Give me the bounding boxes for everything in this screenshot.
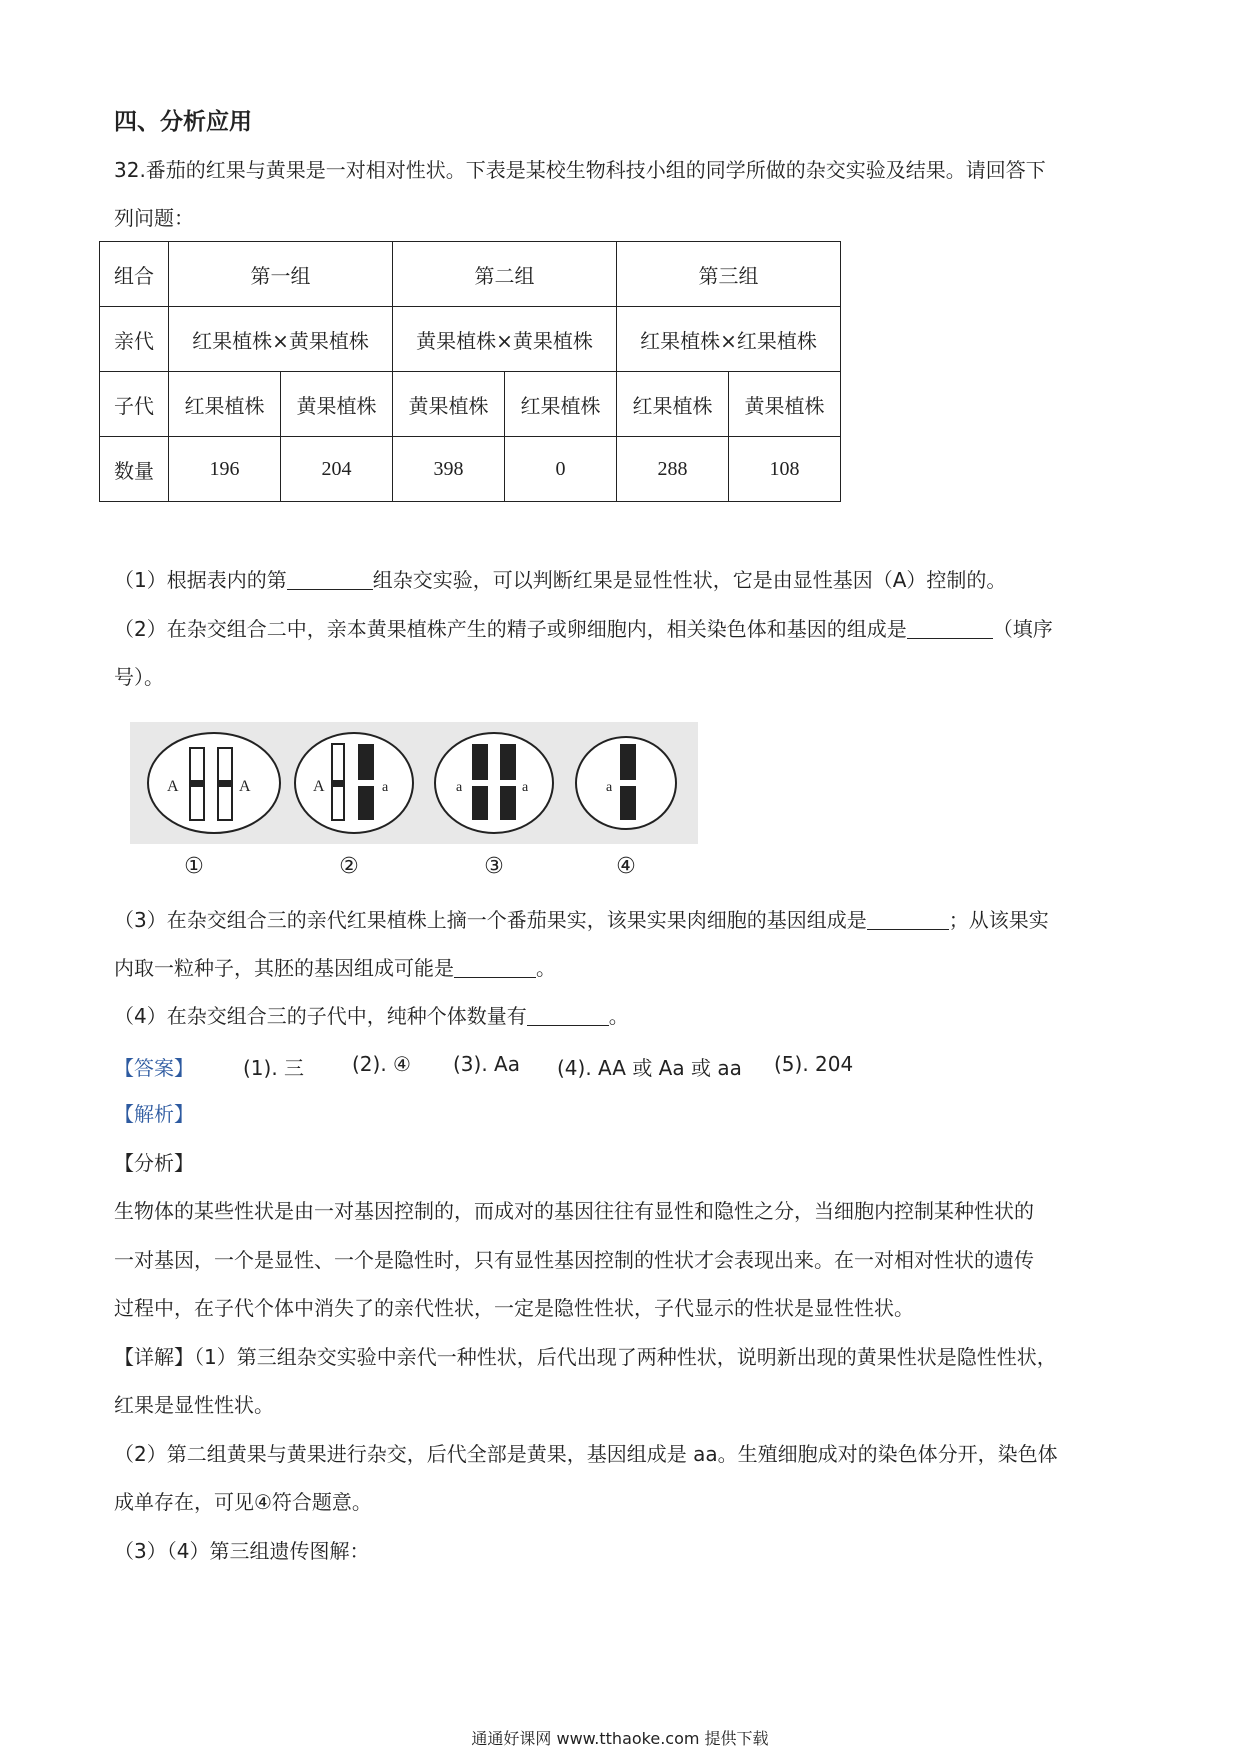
chromosome-figure: [130, 722, 698, 844]
table-cell-count: 108: [729, 437, 841, 502]
q1-text-post: 组杂交实验，可以判断红果是显性性状，它是由显性基因（A）控制的。: [372, 568, 1007, 592]
table-row-counts: [100, 437, 841, 502]
table-cell-group-3: 第三组: [617, 242, 841, 307]
gene-label: A: [167, 778, 179, 795]
q3-line2-text-post: 。: [536, 956, 556, 980]
sub-question-3-line1: [114, 906, 1049, 934]
answer-blank[interactable]: [287, 569, 373, 590]
table-cell-offspring: 红果植株: [505, 372, 617, 437]
answer-blank[interactable]: [867, 909, 949, 930]
question-stem-line1: 32.番茄的红果与黄果是一对相对性状。下表是某校生物科技小组的同学所做的杂交实验及结果。请回答下: [114, 158, 1046, 182]
table-cell-offspring: 黄果植株: [393, 372, 505, 437]
sub-question-2-line2: 号）。: [114, 665, 164, 689]
table-cell-count: 0: [505, 437, 617, 502]
table-cell-label: 亲代: [100, 307, 169, 372]
gene-label: a: [456, 780, 463, 795]
table-cell-offspring: 红果植株: [617, 372, 729, 437]
sub-question-4: [114, 1002, 629, 1030]
detail-2-line1: （2）第二组黄果与黄果进行杂交，后代全部是黄果，基因组成是 aa。生殖细胞成对的染色体分开，染色体: [114, 1442, 1058, 1466]
centromere: [190, 780, 204, 787]
q2-text-pre: （2）在杂交组合二中，亲本黄果植株产生的精子或卵细胞内，相关染色体和基因的组成是: [114, 617, 907, 641]
detail-line1: [114, 1343, 1057, 1371]
cross-results-table: [99, 241, 841, 502]
analysis-paragraph-line3: 过程中，在子代个体中消失了的亲代性状，一定是隐性性状，子代显示的性状是显性性状。: [114, 1296, 914, 1320]
answer-item-2: (2). ④: [352, 1052, 411, 1076]
figure-label-4: ④: [616, 854, 636, 879]
q1-text-pre: （1）根据表内的第: [114, 568, 287, 592]
table-cell-label: 组合: [100, 242, 169, 307]
table-row-offspring: [100, 372, 841, 437]
sub-question-3-line2: [114, 954, 556, 982]
detail-text: （1）第三组杂交实验中亲代一种性状，后代出现了两种性状，说明新出现的黄果性状是隐性性状，: [194, 1345, 1057, 1369]
q2-text-post: （填序: [992, 617, 1053, 641]
cell-4: [576, 737, 676, 829]
centromere: [358, 780, 374, 786]
centromere: [620, 780, 636, 786]
centromere: [472, 780, 488, 786]
table-cell-parents-2: 黄果植株×黄果植株: [393, 307, 617, 372]
answer-item-4: (4). AA 或 Aa 或 aa: [557, 1056, 742, 1080]
table-cell-label: 数量: [100, 437, 169, 502]
gene-label: a: [522, 780, 529, 795]
table-cell-count: 204: [281, 437, 393, 502]
page-footer: 通通好课网 www.tthaoke.com 提供下载: [471, 1729, 769, 1748]
analysis-paragraph-line1: 生物体的某些性状是由一对基因控制的，而成对的基因往往有显性和隐性之分，当细胞内控制某种性状的: [114, 1199, 1034, 1223]
q3-line2-text-pre: 内取一粒种子，其胚的基因组成可能是: [114, 956, 454, 980]
table-cell-offspring: 黄果植株: [729, 372, 841, 437]
q3-text-pre: （3）在杂交组合三的亲代红果植株上摘一个番茄果实，该果实果肉细胞的基因组成是: [114, 908, 867, 932]
table-row-parents: [100, 307, 841, 372]
answer-blank[interactable]: [907, 618, 993, 639]
figure-label-3: ③: [484, 854, 504, 879]
centromere: [332, 780, 344, 787]
table-cell-count: 196: [169, 437, 281, 502]
detail-3: （3）（4）第三组遗传图解：: [114, 1539, 370, 1563]
q3-text-post: ；从该果实: [948, 908, 1049, 932]
table-cell-offspring: 黄果植株: [281, 372, 393, 437]
sub-question-1: [114, 566, 1006, 594]
gene-label: a: [382, 780, 389, 795]
answer-label: 【答案】: [114, 1056, 194, 1080]
detail-2-line2: 成单存在，可见④符合题意。: [114, 1490, 372, 1514]
answer-item-3: (3). Aa: [453, 1052, 520, 1076]
table-cell-parents-1: 红果植株×黄果植株: [169, 307, 393, 372]
answer-item-1: (1). 三: [243, 1056, 305, 1080]
table-cell-offspring: 红果植株: [169, 372, 281, 437]
answer-blank[interactable]: [454, 957, 536, 978]
table-cell-parents-3: 红果植株×红果植株: [617, 307, 841, 372]
section-title: 四、分析应用: [114, 109, 252, 135]
cell-1: [148, 733, 280, 833]
figure-label-2: ②: [339, 854, 359, 879]
question-stem-line2: 列问题：: [114, 206, 194, 230]
analysis-sub-label: 【分析】: [114, 1151, 194, 1175]
table-row-header: [100, 242, 841, 307]
answer-item-5: (5). 204: [774, 1052, 854, 1076]
cell-3: [435, 733, 553, 833]
table-cell-group-1: 第一组: [169, 242, 393, 307]
sub-question-2-line1: [114, 615, 1053, 643]
centromere: [500, 780, 516, 786]
q4-text-pre: （4）在杂交组合三的子代中，纯种个体数量有: [114, 1004, 527, 1028]
figure-label-1: ①: [184, 854, 204, 879]
answer-blank[interactable]: [527, 1005, 609, 1026]
detail-line2: 红果是显性性状。: [114, 1393, 274, 1417]
table-cell-group-2: 第二组: [393, 242, 617, 307]
cell-2: [295, 733, 413, 833]
table-cell-label: 子代: [100, 372, 169, 437]
gene-label: a: [606, 780, 613, 795]
gene-label: A: [239, 778, 251, 795]
q4-text-post: 。: [608, 1004, 629, 1028]
table-cell-count: 288: [617, 437, 729, 502]
detail-label: 【详解】: [114, 1345, 194, 1369]
table-cell-count: 398: [393, 437, 505, 502]
centromere: [218, 780, 232, 787]
analysis-label: 【解析】: [114, 1102, 194, 1126]
analysis-paragraph-line2: 一对基因，一个是显性、一个是隐性时，只有显性基因控制的性状才会表现出来。在一对相对性状的遗传: [114, 1248, 1034, 1272]
gene-label: A: [313, 778, 325, 795]
